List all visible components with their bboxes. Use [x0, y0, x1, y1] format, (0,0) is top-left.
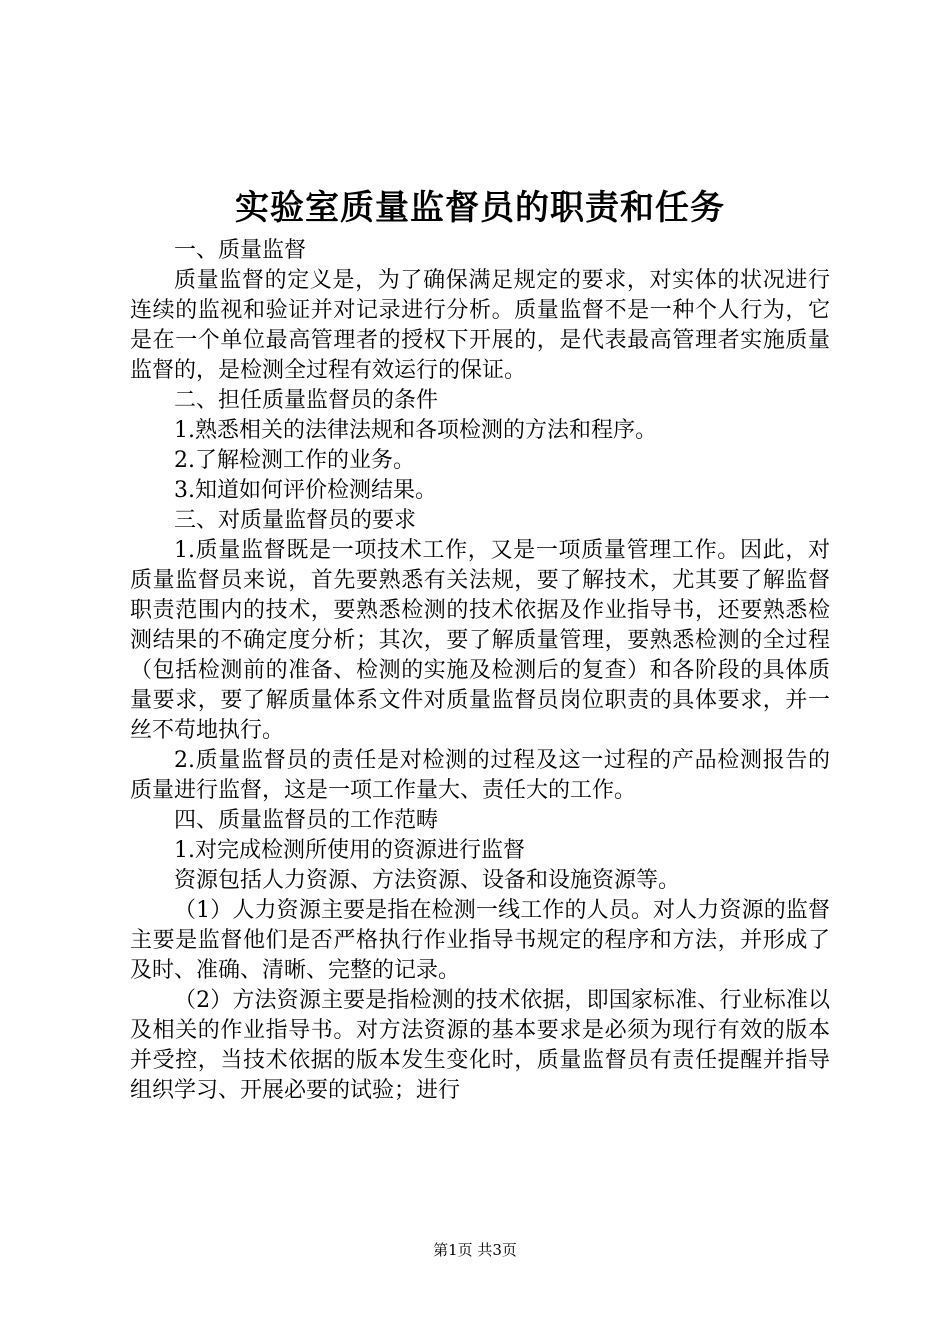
- paragraph: 质量监督的定义是，为了确保满足规定的要求，对实体的状况进行连续的监视和验证并对记录进行分析。质量监督不是一种个人行为，它是在一个单位最高管理者的授权下开展的，是代表最高管理者实施质量监督的，是检测全过程有效运行的保证。: [130, 268, 830, 383]
- document-body: [130, 236, 830, 1106]
- section-heading: 三、对质量监督员的要求: [174, 508, 417, 533]
- document-page: [130, 180, 830, 1106]
- section-heading: 四、质量监督员的工作范畴: [174, 808, 439, 833]
- document-title: 实验室质量监督员的职责和任务: [235, 188, 725, 228]
- paragraph: 2.了解检测工作的业务。: [174, 448, 415, 473]
- paragraph: 资源包括人力资源、方法资源、设备和设施资源等。: [174, 868, 681, 893]
- paragraph: 1.质量监督既是一项技术工作，又是一项质量管理工作。因此，对质量监督员来说，首先要熟悉有关法规，要了解技术，尤其要了解监督职责范围内的技术，要熟悉检测的技术依据及作业指导书，还要熟悉检测结果的不确定度分析；其次，要了解质量管理，要熟悉检测的全过程（包括检测前的准备、检测的实施及检测后的复查）和各阶段的具体质量要求，要了解质量体系文件对质量监督员岗位职责的具体要求，并一丝不苟地执行。: [130, 538, 830, 743]
- paragraph: 3.知道如何评价检测结果。: [174, 478, 437, 503]
- page-footer: 第1页 共3页: [433, 1241, 517, 1259]
- paragraph: 2.质量监督员的责任是对检测的过程及这一过程的产品检测报告的质量进行监督，这是一项工作量大、责任大的工作。: [130, 748, 830, 803]
- paragraph: 1.对完成检测所使用的资源进行监督: [174, 838, 525, 863]
- section-heading: 二、担任质量监督员的条件: [174, 388, 439, 413]
- paragraph: （1）人力资源主要是指在检测一线工作的人员。对人力资源的监督主要是监督他们是否严格执行作业指导书规定的程序和方法，并形成了及时、准确、清晰、完整的记录。: [130, 898, 830, 983]
- paragraph: （2）方法资源主要是指检测的技术依据，即国家标准、行业标准以及相关的作业指导书。对方法资源的基本要求是必须为现行有效的版本并受控，当技术依据的版本发生变化时，质量监督员有责任提醒并指导组织学习、开展必要的试验；进行: [130, 988, 830, 1103]
- paragraph: 1.熟悉相关的法律法规和各项检测的方法和程序。: [174, 418, 657, 443]
- section-heading: 一、质量监督: [174, 238, 307, 263]
